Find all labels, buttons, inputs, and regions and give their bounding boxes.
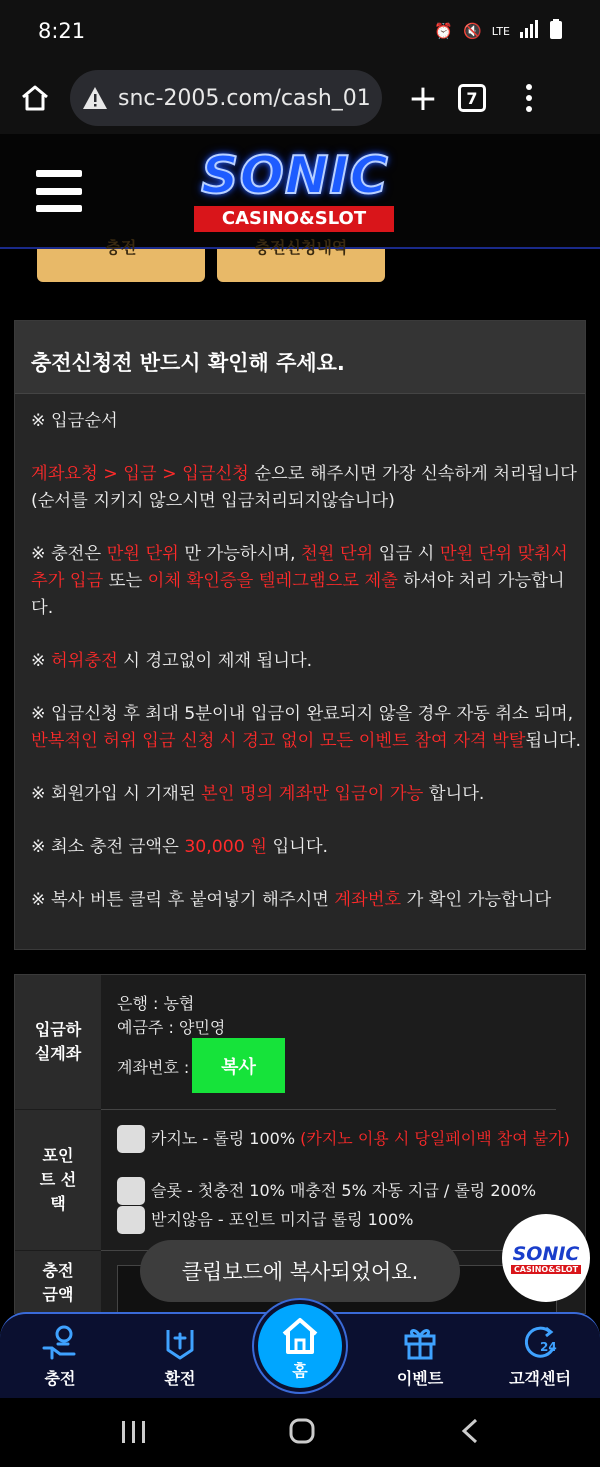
notice-title: 충전신청전 반드시 확인해 주세요.	[15, 321, 585, 394]
warning-icon[interactable]	[82, 86, 108, 110]
floating-logo-word: SONIC	[512, 1242, 580, 1265]
notice-unit-rule: ※ 충전은 만원 단위 만 가능하시며, 천원 단위 입금 시 만원 단위 맞춰서 추가 입금 또는 이체 확인증을 텔레그램으로 제출 하셔야 처리 가능합니다.	[31, 544, 568, 618]
account-row-label: 입금하 실계좌	[15, 975, 101, 1109]
browser-menu-button[interactable]	[526, 84, 532, 112]
withdraw-icon	[160, 1324, 200, 1360]
hamburger-menu-icon[interactable]	[36, 170, 82, 212]
slot-point-option: 슬롯 - 첫충전 10% 매충전 5% 자동 지급 / 롤링 200%	[151, 1181, 537, 1200]
nav-home[interactable]: 홈	[254, 1300, 346, 1392]
gift-icon	[400, 1324, 440, 1360]
floating-logo-subtitle: CASINO&SLOT	[511, 1265, 581, 1274]
logo-subtitle: CASINO&SLOT	[194, 206, 394, 232]
alarm-icon: ⏰	[434, 22, 454, 40]
point-row-label: 포인트 선택	[15, 1110, 101, 1250]
battery-icon	[550, 19, 562, 43]
back-icon[interactable]	[460, 1418, 480, 1444]
clipboard-toast: 클립보드에 복사되었어요.	[140, 1240, 460, 1302]
bottom-navigation	[0, 1312, 600, 1398]
tab-charge[interactable]: 충전	[37, 249, 205, 282]
notice-own-account: ※ 회원가입 시 기재된 본인 명의 계좌만 입금이 가능 합니다.	[31, 784, 485, 804]
bank-name: 은행 : 농협	[117, 994, 195, 1013]
system-navigation-bar	[0, 1398, 600, 1467]
site-logo[interactable]	[180, 146, 410, 236]
nav-event[interactable]: 이벤트	[370, 1324, 470, 1389]
system-home-icon[interactable]	[289, 1418, 315, 1444]
floating-logo-button[interactable]	[502, 1214, 590, 1302]
browser-toolbar	[0, 62, 600, 134]
url-text[interactable]: snc-2005.com/cash_01	[118, 85, 371, 111]
home-icon	[278, 1314, 322, 1358]
signal-icon	[520, 20, 540, 42]
nav-customer-center[interactable]: 24 고객센터	[490, 1324, 590, 1389]
nav-charge[interactable]: 충전	[10, 1324, 110, 1389]
support-24-icon	[520, 1324, 560, 1360]
slot-point-checkbox[interactable]	[117, 1177, 145, 1205]
status-bar	[0, 0, 600, 62]
charge-icon	[40, 1324, 80, 1360]
status-icons	[434, 19, 562, 43]
new-tab-button[interactable]	[388, 78, 458, 119]
logo-word: SONIC	[201, 146, 389, 206]
browser-home-button[interactable]	[0, 62, 70, 134]
notice-false-charge: ※ 허위충전 시 경고없이 제재 됩니다.	[31, 651, 313, 671]
casino-point-option: 카지노 - 롤링 100% (카지노 이용 시 당일페이백 참여 불가)	[151, 1129, 570, 1148]
mute-icon: 🔇	[463, 22, 482, 40]
notice-deposit-order-heading: ※ 입금순서	[31, 411, 118, 431]
tab-switcher-button[interactable]: 7	[458, 84, 486, 112]
copy-account-button[interactable]: 복사	[192, 1038, 285, 1093]
no-point-option: 받지않음 - 포인트 미지급 롤링 100%	[151, 1210, 414, 1229]
tab-charge-history[interactable]: 충전신청내역	[217, 249, 385, 282]
account-number-label: 계좌번호 :	[117, 1058, 190, 1077]
notice-auto-cancel: ※ 입금신청 후 최대 5분이내 입금이 완료되지 않을 경우 자동 취소 되며, 반복적인 허위 입금 신청 시 경고 없이 모든 이벤트 참여 자격 박탈됩니다.	[31, 704, 582, 751]
account-holder: 예금주 : 양민영	[117, 1018, 226, 1037]
notice-body	[15, 394, 585, 914]
nav-withdraw[interactable]: 환전	[130, 1324, 230, 1389]
notice-copy-hint: ※ 복사 버튼 클릭 후 붙여넣기 해주시면 계좌번호 가 확인 가능합니다	[31, 890, 552, 910]
notice-box	[14, 320, 586, 950]
no-point-checkbox[interactable]	[117, 1206, 145, 1234]
row-divider	[101, 1109, 556, 1110]
recent-apps-icon[interactable]	[121, 1420, 147, 1444]
address-bar[interactable]	[70, 70, 382, 126]
notice-minimum-amount: ※ 최소 충전 금액은 30,000 원 입니다.	[31, 837, 329, 857]
site-header	[0, 134, 600, 249]
status-time: 8:21	[38, 19, 86, 43]
amount-row-label: 충전금액	[15, 1251, 101, 1315]
network-label: LTE	[491, 24, 510, 38]
notice-deposit-order: 계좌요청 > 입금 > 입금신청 순으로 해주시면 가장 신속하게 처리됩니다 (순서를 지키지 않으시면 입금처리되지않습니다)	[31, 464, 577, 511]
home-icon	[20, 84, 50, 112]
svg-text:24: 24	[540, 1340, 557, 1354]
plus-icon: +	[407, 77, 439, 119]
casino-point-checkbox[interactable]	[117, 1125, 145, 1153]
